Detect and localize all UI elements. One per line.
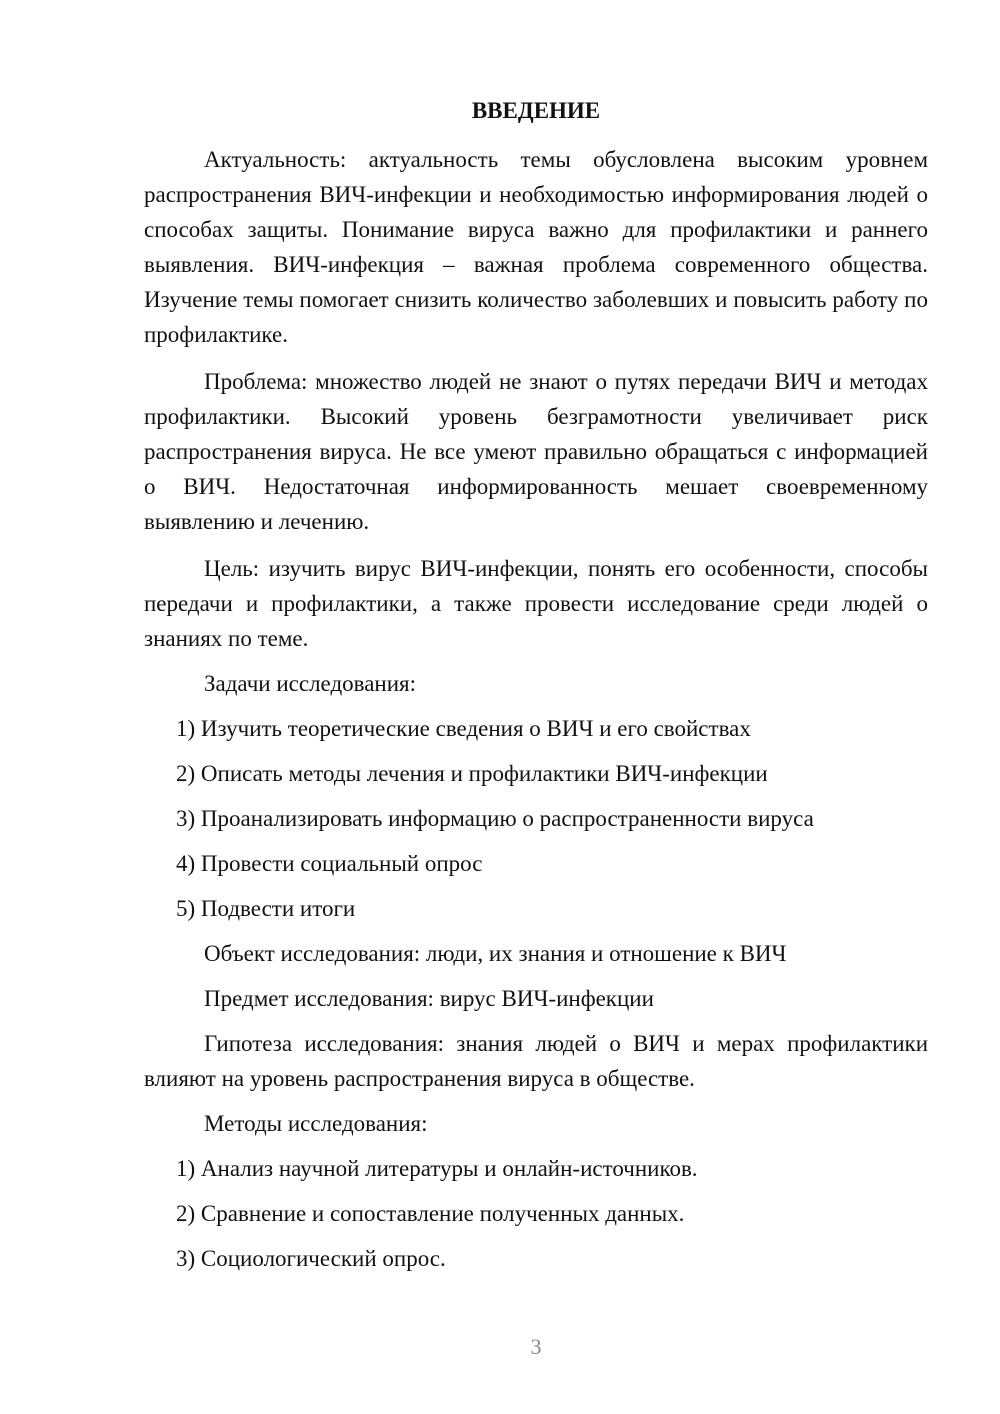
- list-item: 3) Проанализировать информацию о распространенности вируса: [176, 806, 814, 831]
- list-item: 4) Провести социальный опрос: [176, 851, 483, 876]
- list-item: 2) Сравнение и сопоставление полученных данных.: [176, 1201, 685, 1226]
- tasks-list: [144, 711, 928, 926]
- list-item: 5) Подвести итоги: [176, 896, 356, 921]
- hypothesis-paragraph: Гипотеза исследования: знания людей о ВИЧ и мерах профилактики влияют на уровень распространения вируса в обществе.: [144, 1031, 928, 1091]
- section-heading: ВВЕДЕНИЕ: [471, 98, 601, 123]
- list-item: 3) Социологический опрос.: [176, 1246, 446, 1271]
- list-item: 1) Анализ научной литературы и онлайн-источников.: [176, 1156, 698, 1181]
- goal-paragraph: Цель: изучить вирус ВИЧ-инфекции, понять его особенности, способы передачи и профилактики, а также провести исследование среди людей о знаниях по теме.: [144, 556, 928, 651]
- tasks-title: Задачи исследования:: [204, 671, 417, 696]
- relevance-paragraph: Актуальность: актуальность темы обусловлена высоким уровнем распространения ВИЧ-инфекции и необходимостью информирования людей о способах защиты. Понимание вируса важно для профилактики и раннего выявления. ВИЧ-инфекция – важная проблема современного общества. Изучение темы помогает снизить количество заболевших и повысить работу по профилактике.: [144, 147, 928, 347]
- list-item: 2) Описать методы лечения и профилактики ВИЧ-инфекции: [176, 761, 768, 786]
- page-number: 3: [530, 1334, 542, 1359]
- list-item: 1) Изучить теоретические сведения о ВИЧ и его свойствах: [176, 716, 751, 741]
- methods-title: Методы исследования:: [204, 1111, 428, 1136]
- problem-paragraph: Проблема: множество людей не знают о путях передачи ВИЧ и методах профилактики. Высокий уровень безграмотности увеличивает риск распространения вируса. Не все умеют правильно обращаться с информацией о ВИЧ. Недостаточная информированность мешает своевременному выявлению и лечению.: [144, 369, 928, 534]
- page-content: [144, 96, 928, 1276]
- methods-list: [144, 1151, 928, 1276]
- object-line: Объект исследования: люди, их знания и отношение к ВИЧ: [204, 941, 787, 966]
- subject-line: Предмет исследования: вирус ВИЧ-инфекции: [204, 986, 654, 1011]
